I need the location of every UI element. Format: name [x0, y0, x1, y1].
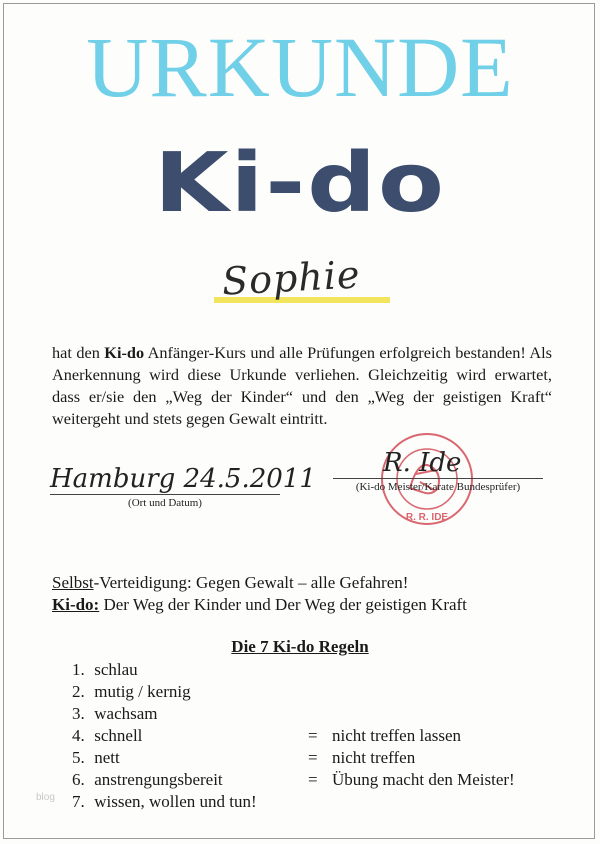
- place-date-handwriting: Hamburg 24.5.2011: [50, 464, 316, 494]
- equals-sign: =: [308, 748, 318, 767]
- rule-text: nett: [94, 748, 120, 767]
- list-item: [72, 725, 572, 747]
- rule-number: 4.: [72, 726, 85, 745]
- motto-block: [52, 572, 572, 616]
- rule-text: wachsam: [94, 704, 158, 723]
- rule-text: mutig / kernig: [94, 682, 191, 701]
- motto-line-1-rest: -Verteidigung: Gegen Gewalt – alle Gefahren!: [93, 573, 409, 592]
- certificate-title: URKUNDE: [86, 19, 514, 115]
- list-item: [72, 747, 572, 769]
- master-signature-handwriting: R. Ide: [383, 448, 462, 478]
- rule-number: 6.: [72, 770, 85, 789]
- rule-number: 1.: [72, 660, 85, 679]
- motto-line-2: [52, 594, 572, 616]
- rule-text: schlau: [94, 660, 138, 679]
- recipient-name: Sophie: [220, 252, 362, 304]
- rule-text: schnell: [94, 726, 143, 745]
- motto-kido: Ki-do:: [52, 595, 100, 614]
- place-date-signature: [50, 464, 316, 509]
- rule-text: wissen, wollen und tun!: [94, 792, 257, 811]
- rule-note-text: nicht treffen: [332, 748, 416, 767]
- certificate-subtitle: Ki-do: [154, 135, 446, 231]
- rule-number: 7.: [72, 792, 85, 811]
- body-text-start: hat den: [52, 343, 105, 362]
- master-signature-caption: (Ki-do Meister/Karate Bundesprüfer): [355, 481, 521, 493]
- motto-line-1: [52, 572, 572, 594]
- certificate-body: [52, 342, 552, 430]
- rules-list: [72, 659, 572, 813]
- place-date-caption: (Ort und Datum): [128, 497, 202, 509]
- body-bold-kido: Ki-do: [104, 343, 145, 362]
- rule-note: [308, 769, 515, 791]
- rules-title: Die 7 Ki-do Regeln: [231, 637, 369, 656]
- rule-note-text: nicht treffen lassen: [332, 726, 462, 745]
- rule-number: 5.: [72, 748, 85, 767]
- list-item: [72, 769, 572, 791]
- rule-note: [308, 725, 461, 747]
- rule-number: 3.: [72, 704, 85, 723]
- motto-line-2-rest: Der Weg der Kinder und Der Weg der geistigen Kraft: [99, 595, 467, 614]
- equals-sign: =: [308, 726, 318, 745]
- rule-note: [308, 747, 415, 769]
- list-item: [72, 703, 572, 725]
- rule-text: anstrengungsbereit: [94, 770, 223, 789]
- list-item: [72, 659, 572, 681]
- rule-note-text: Übung macht den Meister!: [332, 770, 515, 789]
- place-date-line: [50, 494, 280, 495]
- list-item: [72, 791, 572, 813]
- watermark: blog: [36, 792, 55, 803]
- master-signature-line: [333, 478, 543, 479]
- equals-sign: =: [308, 770, 318, 789]
- motto-selbst: Selbst: [52, 573, 94, 592]
- body-text-rest: Anfänger-Kurs und alle Prüfungen erfolgreich bestanden! Als Anerkennung wird diese Urkunde verliehen. Gleichzeitig wird erwartet, dass er/sie den „Weg der Kinder“ und den „Weg der geistigen Kraft“ weitergeht und stets gegen Gewalt eintritt.: [52, 343, 552, 428]
- rule-number: 2.: [72, 682, 85, 701]
- list-item: [72, 681, 572, 703]
- master-signature: [333, 448, 543, 493]
- stamp-text: R. R. IDE: [405, 512, 449, 523]
